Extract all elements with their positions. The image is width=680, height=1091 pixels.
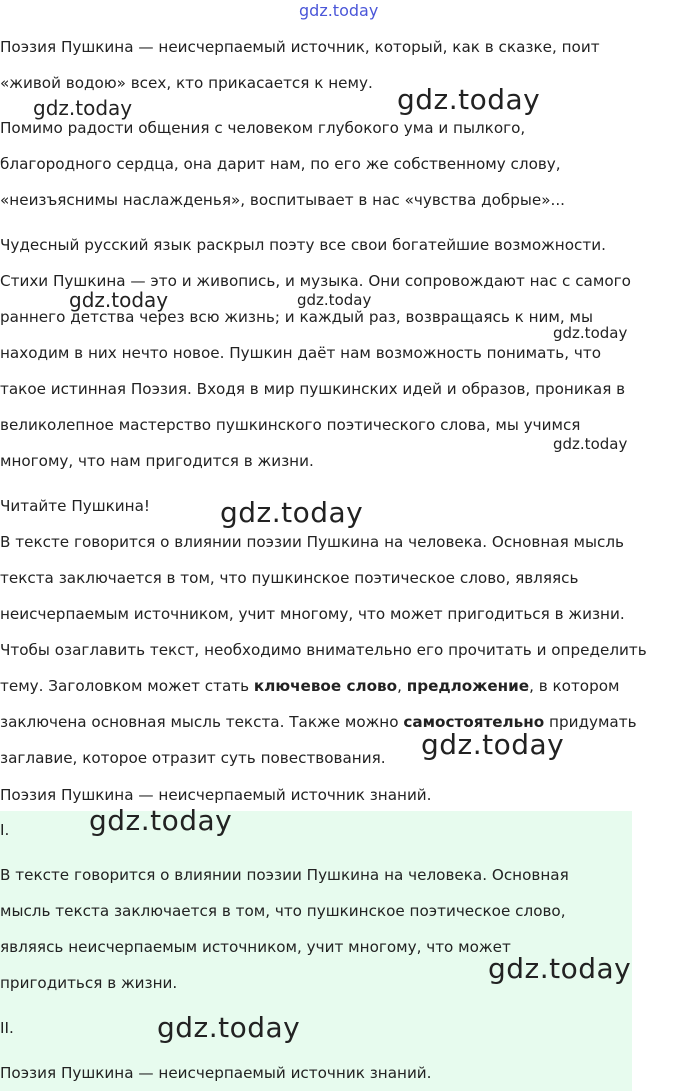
watermark: gdz.today (397, 83, 541, 116)
text-span: придумать (544, 713, 637, 731)
bold-term-sentence: предложение (406, 677, 530, 695)
section-label-2: II. (0, 1019, 14, 1037)
section1-line: пригодиться в жизни. (0, 974, 178, 992)
answer-title: Поэзия Пушкина — неисчерпаемый источник знаний. (0, 786, 432, 804)
section1-line: являясь неисчерпаемым источником, учит многому, что может (0, 938, 511, 956)
section1-line: мысль текста заключается в том, что пушкинское поэтическое слово, (0, 902, 566, 920)
paragraph-line: многому, что нам пригодится в жизни. (0, 452, 314, 470)
explanation-line: Чтобы озаглавить текст, необходимо внимательно его прочитать и определить (0, 641, 647, 659)
text-span: , в котором (529, 677, 620, 695)
paragraph-line: «неизъяснимы наслажденья», воспитывает в нас «чувства добрые»... (0, 191, 565, 209)
paragraph-line: великолепное мастерство пушкинского поэтического слова, мы учимся (0, 416, 581, 434)
watermark: gdz.today (553, 435, 628, 453)
watermark: gdz.today (553, 324, 628, 342)
watermark: gdz.today (421, 728, 565, 761)
text-span: заключена основная мысль текста. Также можно (0, 713, 404, 731)
paragraph-line: Чудесный русский язык раскрыл поэту все свои богатейшие возможности. (0, 236, 606, 254)
explanation-line: неисчерпаемым источником, учит многому, что может пригодиться в жизни. (0, 605, 625, 623)
explanation-line: заглавие, которое отразит суть повествования. (0, 749, 386, 767)
closing-line: Читайте Пушкина! (0, 497, 150, 515)
watermark: gdz.today (89, 804, 233, 837)
section-label-1: I. (0, 821, 10, 839)
explanation-line (0, 676, 620, 696)
header-watermark: gdz.today (299, 1, 379, 20)
watermark: gdz.today (297, 291, 372, 309)
section1-line: В тексте говорится о влиянии поэзии Пушкина на человека. Основная (0, 866, 569, 884)
paragraph-line: благородного сердца, она дарит нам, по его же собственному слову, (0, 155, 561, 173)
paragraph-line: раннего детства через всю жизнь; и каждый раз, возвращаясь к ним, мы (0, 308, 593, 326)
paragraph-line: «живой водою» всех, кто прикасается к нему. (0, 74, 373, 92)
watermark: gdz.today (157, 1011, 301, 1044)
paragraph-line: Поэзия Пушкина — неисчерпаемый источник, который, как в сказке, поит (0, 38, 600, 56)
watermark: gdz.today (488, 952, 632, 985)
watermark: gdz.today (220, 496, 364, 529)
explanation-line: В тексте говорится о влиянии поэзии Пушкина на человека. Основная мысль (0, 533, 625, 551)
paragraph-line: Помимо радости общения с человеком глубокого ума и пылкого, (0, 119, 526, 137)
watermark: gdz.today (33, 96, 133, 120)
bold-term-keyword: ключевое слово (253, 677, 398, 695)
paragraph-line: такое истинная Поэзия. Входя в мир пушкинских идей и образов, проникая в (0, 380, 626, 398)
text-span: , (397, 677, 407, 695)
bold-term-independently: самостоятельно (403, 713, 545, 731)
watermark: gdz.today (69, 288, 169, 312)
paragraph-line: находим в них нечто новое. Пушкин даёт нам возможность понимать, что (0, 344, 601, 362)
text-span: тему. Заголовком может стать (0, 677, 254, 695)
section2-line: Поэзия Пушкина — неисчерпаемый источник знаний. (0, 1064, 432, 1082)
paragraph-line: Стихи Пушкина — это и живопись, и музыка. Они сопровождают нас с самого (0, 272, 631, 290)
explanation-line: текста заключается в том, что пушкинское поэтическое слово, являясь (0, 569, 579, 587)
